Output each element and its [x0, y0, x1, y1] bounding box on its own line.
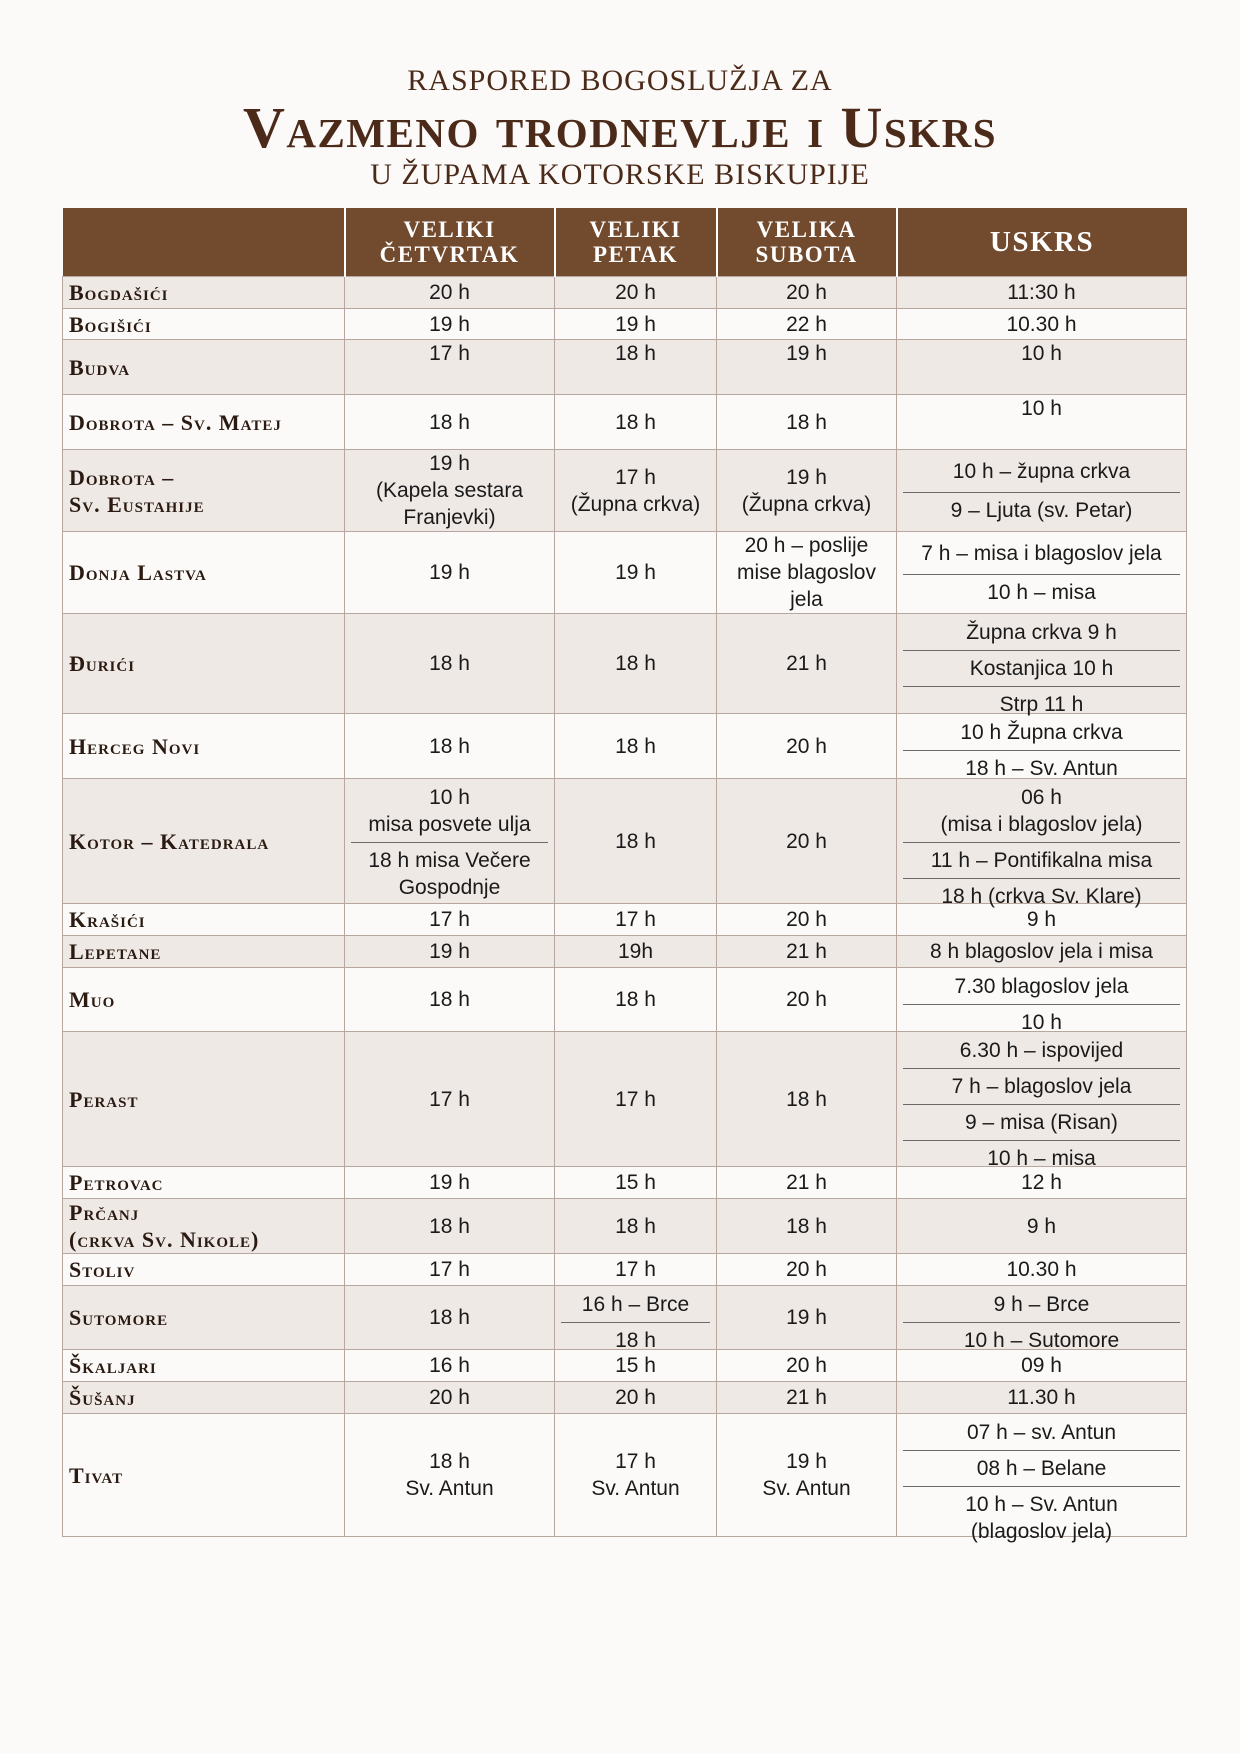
parish-name-line: Perast: [69, 1086, 139, 1112]
time-entry: 18 h: [615, 829, 656, 853]
time-entry: 9 – Ljuta (sv. Petar): [903, 492, 1180, 528]
table-row: [63, 277, 1187, 309]
time-cell-fri: [555, 1286, 717, 1350]
time-cell-sun: [897, 1286, 1187, 1350]
time-cell-thu: [345, 1286, 555, 1350]
parish-name: [63, 936, 345, 968]
time-entry: 18 h: [429, 652, 470, 675]
time-entry: 19 h: [429, 1171, 470, 1194]
parish-name-line: Bogdašići: [69, 280, 169, 305]
time-entry: 11:30 h: [1007, 281, 1076, 304]
parish-name: [63, 309, 345, 340]
time-cell-thu: [345, 1167, 555, 1199]
time-cell-sat: [717, 1032, 897, 1167]
time-entry: 10 h – župna crkva: [952, 459, 1131, 483]
time-entry: 10 h misa posvete ulja: [368, 785, 531, 836]
table-row: [63, 614, 1187, 714]
table-row: [63, 714, 1187, 779]
time-entry: Franjevki): [403, 506, 496, 529]
time-cell-thu: [345, 614, 555, 714]
time-entry: 10 h Župna crkva: [960, 720, 1123, 744]
time-entry: 09 h: [1021, 1354, 1062, 1377]
table-row: [63, 936, 1187, 968]
time-entry: 17 h: [429, 908, 470, 931]
time-cell-sat: [717, 277, 897, 309]
heading-line-1: RASPORED BOGOSLUŽJA ZA: [407, 64, 833, 97]
time-entry: 18 h (crkva Sv. Klare): [903, 878, 1180, 914]
time-entry: 7.30 blagoslov jela: [954, 974, 1129, 998]
time-cell-fri: [555, 1199, 717, 1254]
time-entry: Župna crkva 9 h: [966, 620, 1117, 644]
parish-name: [63, 904, 345, 936]
time-cell-sat: [717, 904, 897, 936]
table-row: [63, 968, 1187, 1032]
time-entry: 18 h: [615, 1214, 656, 1238]
time-entry: 10 h – Sv. Antun (blagoslov jela): [903, 1486, 1180, 1549]
time-cell-fri: [555, 1032, 717, 1167]
time-cell-thu: [345, 277, 555, 309]
time-entry: 17 h: [615, 1087, 656, 1111]
time-cell-sun: [897, 1032, 1187, 1170]
time-cell-thu: [345, 532, 555, 614]
time-entry: 20 h: [786, 988, 827, 1011]
parish-name: [63, 340, 345, 395]
time-entry: 20 h: [786, 908, 827, 931]
time-entry: 06 h (misa i blagoslov jela): [940, 785, 1143, 836]
time-entry: 19 h: [429, 561, 470, 584]
table-row: [63, 309, 1187, 340]
time-cell-sat: [717, 1167, 897, 1199]
parish-name: [63, 1350, 345, 1382]
time-entry: 08 h – Belane: [903, 1450, 1180, 1486]
time-entry: 18 h: [786, 1087, 827, 1111]
parish-name-line: Dobrota –: [69, 464, 175, 490]
time-cell-sun: [897, 309, 1187, 340]
time-entry: 15 h: [615, 1171, 656, 1194]
time-entry: mise blagoslov: [737, 561, 876, 584]
header-parish: [63, 208, 345, 277]
parish-name: [63, 1382, 345, 1414]
time-cell-thu: [345, 714, 555, 779]
time-entry: Strp 11 h: [903, 686, 1180, 722]
time-cell-sun: [897, 714, 1187, 779]
time-entry: 10.30 h: [1006, 312, 1077, 336]
parish-name-line: (crkva Sv. Nikole): [69, 1227, 260, 1252]
parish-name-line: Kotor – Katedrala: [69, 828, 270, 854]
parish-name-line: Šušanj: [69, 1385, 136, 1410]
table-row: [63, 1286, 1187, 1350]
parish-name-line: Tivat: [69, 1462, 124, 1488]
time-cell-fri: [555, 395, 717, 450]
time-entry: 17 h: [615, 465, 656, 489]
time-entry: 17 h: [429, 1258, 470, 1281]
time-entry: 10 h: [1021, 342, 1062, 365]
time-entry: 18 h: [429, 1306, 470, 1329]
time-entry: 20 h: [786, 281, 827, 304]
parish-name: [63, 714, 345, 779]
time-cell-fri: [555, 277, 717, 309]
time-cell-sat: [717, 1286, 897, 1350]
time-entry: 20 h: [615, 1386, 656, 1409]
time-entry: 19 h: [786, 342, 827, 365]
time-entry: 20 h: [786, 1258, 827, 1281]
time-entry: 18 h: [615, 988, 656, 1011]
time-cell-fri: [555, 1254, 717, 1286]
time-entry: 10 h – Sutomore: [903, 1322, 1180, 1358]
time-cell-sun: [897, 277, 1187, 309]
time-entry: 10.30 h: [1006, 1258, 1077, 1281]
time-entry: 18 h: [429, 410, 470, 434]
time-entry: 20 h: [615, 281, 656, 304]
table-header-row: [63, 208, 1187, 277]
parish-name: [63, 968, 345, 1032]
time-cell-sun: [897, 532, 1187, 614]
time-cell-sat: [717, 1199, 897, 1254]
header-easter: USKRS: [897, 208, 1187, 277]
schedule-table: [62, 208, 1187, 1543]
parish-name: [63, 395, 345, 450]
parish-name-line: Dobrota – Sv. Matej: [69, 409, 282, 435]
time-entry: 18 h misa Večere Gospodnje: [351, 842, 548, 905]
parish-name-line: Krašići: [69, 907, 146, 932]
time-entry: 20 h: [786, 1354, 827, 1377]
parish-name: [63, 1199, 345, 1254]
time-entry: 19 h: [615, 312, 656, 336]
time-cell-sat: [717, 1254, 897, 1286]
time-cell-sat: [717, 968, 897, 1032]
time-entry: 16 h: [429, 1354, 470, 1377]
time-entry: 18 h: [561, 1322, 710, 1358]
table-row: [63, 450, 1187, 532]
table-row: [63, 1414, 1187, 1537]
heading-line-3: U ŽUPAMA KOTORSKE BISKUPIJE: [370, 158, 870, 191]
time-cell-thu: [345, 936, 555, 968]
table-row: [63, 532, 1187, 614]
time-entry: 20 h: [786, 734, 827, 758]
time-entry: 19 h: [429, 452, 470, 475]
time-cell-fri: [555, 714, 717, 779]
header-good-friday: VELIKI PETAK: [555, 208, 717, 277]
time-cell-sat: [717, 779, 897, 904]
time-entry: 20 h: [429, 281, 470, 304]
time-entry: 12 h: [1021, 1171, 1062, 1194]
time-cell-fri: [555, 614, 717, 714]
time-entry: (Župna crkva): [741, 492, 872, 516]
table-row: [63, 340, 1187, 395]
time-cell-sat: [717, 340, 897, 395]
parish-name: [63, 1254, 345, 1286]
time-cell-thu: [345, 779, 555, 904]
time-entry: 17 h: [429, 342, 470, 365]
time-cell-thu: [345, 1382, 555, 1414]
time-cell-sun: [897, 936, 1187, 968]
time-entry: 9 h: [1026, 1214, 1057, 1238]
time-entry: Sv. Antun: [591, 1477, 680, 1500]
time-cell-fri: [555, 340, 717, 395]
time-entry: 7 h – misa i blagoslov jela: [921, 541, 1162, 565]
time-cell-sun: [897, 1254, 1187, 1286]
time-cell-fri: [555, 532, 717, 614]
time-entry: 10 h: [1021, 397, 1062, 420]
time-entry: 9 h – Brce: [993, 1292, 1090, 1316]
parish-name-line: Prčanj: [69, 1200, 140, 1225]
time-cell-thu: [345, 395, 555, 450]
time-cell-sat: [717, 714, 897, 779]
time-entry: 11 h – Pontifikalna misa: [903, 842, 1180, 878]
parish-name: [63, 614, 345, 714]
time-entry: 19h: [617, 940, 654, 963]
parish-name-line: Muo: [69, 987, 116, 1012]
time-entry: 19 h: [429, 312, 470, 336]
time-entry: 18 h: [429, 1450, 470, 1473]
parish-name-line: Donja Lastva: [69, 560, 207, 585]
time-entry: 18 h: [615, 652, 656, 675]
time-cell-fri: [555, 936, 717, 968]
time-entry: 18 h: [429, 1214, 470, 1238]
table-row: [63, 395, 1187, 450]
parish-name: [63, 277, 345, 309]
parish-name: [63, 532, 345, 614]
table-row: [63, 1032, 1187, 1167]
time-cell-sun: [897, 968, 1187, 1032]
time-cell-fri: [555, 1382, 717, 1414]
time-entry: 8 h blagoslov jela i misa: [930, 940, 1153, 963]
time-cell-fri: [555, 450, 717, 532]
time-cell-sun: [897, 395, 1187, 450]
time-entry: 10 h: [903, 1004, 1180, 1040]
parish-name: [63, 1032, 345, 1167]
time-cell-thu: [345, 1032, 555, 1167]
parish-name-line: Đurići: [69, 651, 136, 676]
time-cell-thu: [345, 340, 555, 395]
time-cell-thu: [345, 968, 555, 1032]
time-cell-sat: [717, 936, 897, 968]
time-cell-sat: [717, 1414, 897, 1537]
time-entry: 7 h – blagoslov jela: [903, 1068, 1180, 1104]
parish-name: [63, 1414, 345, 1537]
time-entry: (Župna crkva): [570, 492, 701, 516]
time-entry: 18 h: [615, 342, 656, 365]
parish-name: [63, 1167, 345, 1199]
time-entry: 18 h: [615, 734, 656, 758]
parish-name-line: Sv. Eustahije: [69, 491, 205, 517]
time-cell-thu: [345, 904, 555, 936]
time-cell-sat: [717, 450, 897, 532]
time-entry: 19 h: [429, 940, 470, 963]
time-entry: 18 h – Sv. Antun: [903, 750, 1180, 786]
time-entry: jela: [790, 588, 823, 611]
time-entry: (Kapela sestara: [375, 479, 524, 502]
time-cell-fri: [555, 904, 717, 936]
time-entry: 19 h: [786, 1450, 827, 1473]
time-entry: 18 h: [786, 410, 827, 434]
time-cell-thu: [345, 1199, 555, 1254]
time-cell-sat: [717, 1350, 897, 1382]
time-entry: 19 h: [786, 465, 827, 489]
time-cell-thu: [345, 1414, 555, 1537]
time-entry: 9 h: [1026, 908, 1057, 931]
time-cell-thu: [345, 1254, 555, 1286]
time-cell-sat: [717, 309, 897, 340]
time-cell-sun: [897, 1199, 1187, 1254]
time-entry: 17 h: [615, 908, 656, 931]
parish-name-line: Petrovac: [69, 1170, 164, 1195]
time-cell-sun: [897, 1382, 1187, 1414]
parish-name-line: Lepetane: [69, 939, 162, 964]
parish-name-line: Sutomore: [69, 1305, 169, 1330]
time-entry: 19 h: [786, 1306, 827, 1329]
table-body: [63, 277, 1187, 1543]
time-entry: 20 h: [786, 829, 827, 853]
time-entry: Sv. Antun: [405, 1477, 494, 1500]
time-entry: 07 h – sv. Antun: [966, 1420, 1117, 1444]
header-holy-saturday: VELIKA SUBOTA: [717, 208, 897, 277]
time-cell-fri: [555, 779, 717, 904]
time-cell-sun: [897, 614, 1187, 714]
time-cell-fri: [555, 309, 717, 340]
time-cell-thu: [345, 450, 555, 532]
time-entry: 17 h: [615, 1258, 656, 1281]
time-entry: 18 h: [786, 1214, 827, 1238]
time-entry: 17 h: [615, 1450, 656, 1473]
page-title: Vazmeno trodnevlje i Uskrs: [242, 95, 998, 160]
time-entry: 9 – misa (Risan): [903, 1104, 1180, 1140]
time-entry: 21 h: [786, 652, 827, 675]
parish-name-line: Stoliv: [69, 1257, 136, 1282]
parish-name-line: Bogišići: [69, 311, 152, 337]
header-holy-thursday: VELIKI ČETVRTAK: [345, 208, 555, 277]
time-cell-fri: [555, 968, 717, 1032]
time-cell-fri: [555, 1167, 717, 1199]
time-cell-sun: [897, 779, 1187, 908]
parish-name: [63, 779, 345, 904]
time-entry: 20 h – poslije: [744, 534, 869, 557]
table-row: [63, 1382, 1187, 1414]
parish-name-line: Budva: [69, 354, 131, 380]
parish-name-line: Škaljari: [69, 1353, 157, 1378]
time-entry: 6.30 h – ispovijed: [959, 1038, 1124, 1062]
time-cell-sat: [717, 614, 897, 714]
parish-name: [63, 1286, 345, 1350]
time-cell-thu: [345, 1350, 555, 1382]
parish-name: [63, 450, 345, 532]
time-cell-sun: [897, 1414, 1187, 1543]
time-entry: 17 h: [429, 1087, 470, 1111]
time-cell-fri: [555, 1414, 717, 1537]
time-cell-sat: [717, 395, 897, 450]
time-cell-sun: [897, 340, 1187, 395]
time-entry: 15 h: [615, 1354, 656, 1377]
time-cell-thu: [345, 309, 555, 340]
time-entry: 10 h – misa: [903, 574, 1180, 610]
table-row: [63, 779, 1187, 904]
table-row: [63, 1199, 1187, 1254]
time-entry: Sv. Antun: [762, 1477, 851, 1500]
time-entry: 21 h: [786, 940, 827, 963]
time-entry: Kostanjica 10 h: [903, 650, 1180, 686]
time-entry: 22 h: [786, 312, 827, 336]
parish-name-line: Herceg Novi: [69, 733, 201, 759]
time-entry: 20 h: [429, 1386, 470, 1409]
page-heading: [0, 62, 1240, 194]
time-entry: 21 h: [786, 1171, 827, 1194]
time-entry: 18 h: [429, 734, 470, 758]
time-cell-sun: [897, 450, 1187, 532]
time-entry: 11.30 h: [1007, 1386, 1076, 1409]
time-entry: 21 h: [786, 1386, 827, 1409]
time-cell-sat: [717, 1382, 897, 1414]
time-entry: 18 h: [429, 988, 470, 1011]
time-entry: 18 h: [615, 410, 656, 434]
time-entry: 19 h: [615, 561, 656, 584]
time-cell-sat: [717, 532, 897, 614]
time-entry: 10 h – misa: [903, 1140, 1180, 1176]
table-row: [63, 1254, 1187, 1286]
time-entry: 16 h – Brce: [581, 1292, 690, 1316]
